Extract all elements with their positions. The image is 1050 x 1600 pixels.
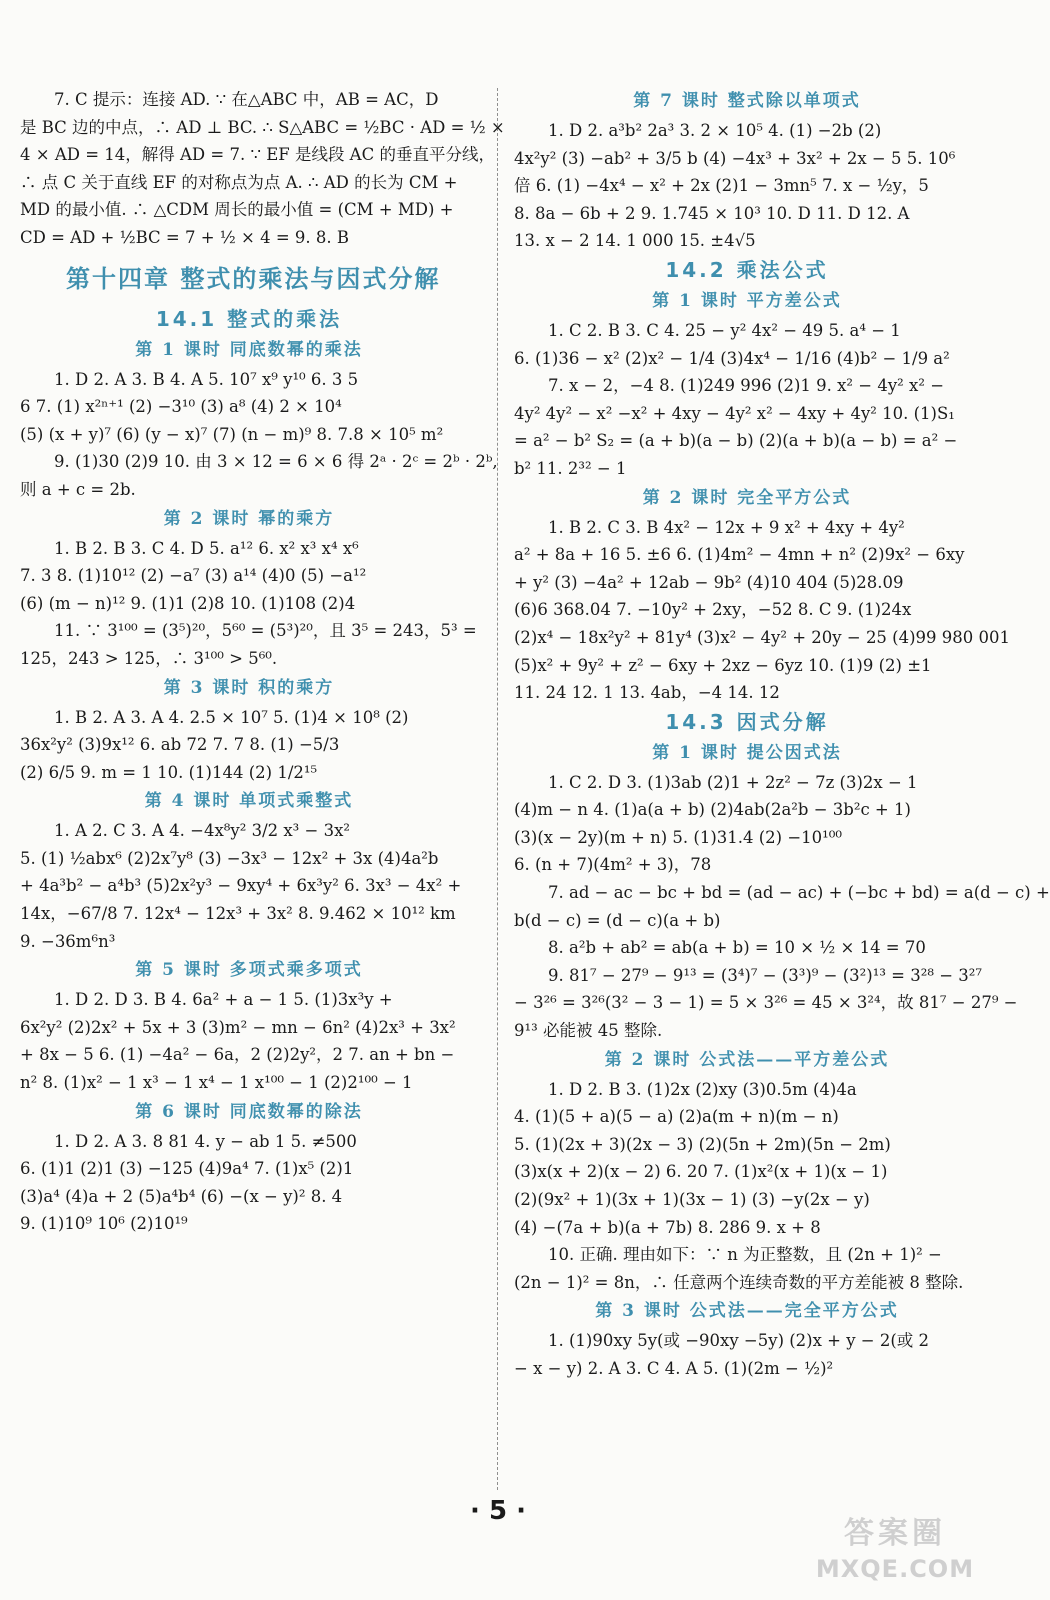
answer-line: 1. B 2. C 3. B 4x² − 12x + 9 x² + 4xy + 4y² [548, 517, 905, 537]
answer-line: 1. D 2. B 3. (1)2x (2)xy (3)0.5m (4)4a [548, 1079, 857, 1099]
lesson-title: 第 3 课时 公式法——完全平方公式 [595, 1301, 899, 1322]
answer-line: 4y² 4y² − x² −x² + 4xy − 4y² x² − 4xy + 4y² 10. (1)S₁ [514, 403, 955, 423]
answer-line: 11. ∵ 3¹⁰⁰ = (3⁵)²⁰，5⁶⁰ = (5³)²⁰，且 3⁵ = 243，5³ = [54, 621, 477, 641]
page-number: · 5 · [470, 1496, 526, 1526]
answer-line: 1. A 2. C 3. A 4. −4x⁸y² 3/2 x³ − 3x² [54, 821, 351, 841]
chapter-title: 第十四章 整式的乘法与因式分解 [66, 264, 441, 293]
answer-line: 8. a²b + ab² = ab(a + b) = 10 × ½ × 14 = 70 [548, 938, 926, 958]
watermark-title: 答案圈 [844, 1516, 946, 1551]
lesson-block [514, 738, 1050, 1045]
section-title-14-3: 14.3 因式分解 [665, 709, 829, 734]
intro-answers [20, 86, 505, 252]
watermark-url: MXQE.COM [815, 1555, 975, 1583]
answer-line: 7. 3 8. (1)10¹² (2) −a⁷ (3) a¹⁴ (4)0 (5) −a¹² [20, 566, 367, 586]
lesson-block [20, 955, 478, 1096]
answer-line: 8. 8a − 6b + 2 9. 1.745 × 10³ 10. D 11. D 12. A [514, 203, 910, 223]
answer-line: a² + 8a + 16 5. ±6 6. (1)4m² − 4mn + n² (2)9x² − 6xy [514, 545, 965, 565]
answer-line: 1. D 2. D 3. B 4. 6a² + a − 1 5. (1)3x³y + [54, 990, 393, 1010]
answer-line: 7. ad − ac − bc + bd = (ad − ac) + (−bc + bd) = a(d − c) + [548, 883, 1050, 903]
answer-line: (5) (x + y)⁷ (6) (y − x)⁷ (7) (n − m)⁹ 8. 7.8 × 10⁵ m² [20, 424, 444, 444]
answer-line: 4 × AD = 14，解得 AD = 7. ∵ EF 是线段 AC 的垂直平分线， [20, 145, 495, 165]
lesson-title: 第 1 课时 同底数幂的乘法 [135, 339, 363, 360]
answer-line: + 8x − 5 6. (1) −4a² − 6a，2 (2)2y²，2 7. an + bn − [20, 1045, 455, 1065]
section-title-14-1: 14.1 整式的乘法 [155, 306, 343, 331]
lesson-block [514, 1296, 980, 1382]
answer-line: 9. −36m⁶n³ [20, 931, 116, 951]
answer-line: 13. x − 2 14. 1 000 15. ±4√5 [514, 231, 756, 251]
answer-line: 36x²y² (3)9x¹² 6. ab 72 7. 7 8. (1) −5/3 [20, 735, 340, 755]
lesson-block [514, 86, 980, 255]
lesson-title: 第 1 课时 平方差公式 [652, 290, 842, 311]
section-title-14-2: 14.2 乘法公式 [665, 257, 829, 282]
answer-line: n² 8. (1)x² − 1 x³ − 1 x⁴ − 1 x¹⁰⁰ − 1 (2)2¹⁰⁰ − 1 [20, 1073, 413, 1093]
answer-line: 4x²y² (3) −ab² + 3/5 b (4) −4x³ + 3x² + 2x − 5 5. 10⁶ [514, 148, 956, 168]
lesson-block [514, 286, 980, 483]
answer-line: (3)(x − 2y)(m + n) 5. (1)31.4 (2) −10¹⁰⁰ [514, 827, 843, 847]
answer-line: 9. 81⁷ − 27⁹ − 9¹³ = (3⁴)⁷ − (3³)⁹ − (3²)¹³ = 3²⁸ − 3²⁷ [548, 965, 983, 985]
answer-line: (2)x⁴ − 18x²y² + 81y⁴ (3)x² − 4y² + 20y − 25 (4)99 980 001 [514, 627, 1011, 647]
answer-line: 则 a + c = 2b. [20, 479, 136, 499]
answer-line: (3)x(x + 2)(x − 2) 6. 20 7. (1)x²(x + 1)(x − 1) [514, 1162, 888, 1182]
answer-line: 4. (1)(5 + a)(5 − a) (2)a(m + n)(m − n) [514, 1107, 839, 1127]
answer-line: 6. (1)36 − x² (2)x² − 1/4 (3)4x⁴ − 1/16 (4)b² − 1/9 a² [514, 348, 950, 368]
lesson-block [514, 1045, 980, 1297]
answer-line: MD 的最小值. ∴ △CDM 周长的最小值 = (CM + MD) + [20, 200, 454, 220]
answer-line: ∴ 点 C 关于直线 EF 的对称点为点 A. ∴ AD 的长为 CM + [20, 172, 458, 192]
answer-line: b(d − c) = (d − c)(a + b) [514, 910, 721, 930]
answer-line: 125，243 > 125，∴ 3¹⁰⁰ > 5⁶⁰. [20, 648, 278, 668]
lesson-title: 第 5 课时 多项式乘多项式 [135, 960, 363, 981]
answer-line: (4) −(7a + b)(a + 7b) 8. 286 9. x + 8 [514, 1217, 821, 1237]
answer-line: (2) 6/5 9. m = 1 10. (1)144 (2) 1/2¹⁵ [20, 762, 318, 782]
lesson-block [20, 504, 478, 673]
answer-line: 10. 正确. 理由如下：∵ n 为正整数，且 (2n + 1)² − [548, 1245, 942, 1265]
column-divider [497, 88, 498, 1490]
answer-line: 是 BC 边的中点，∴ AD ⊥ BC. ∴ S△ABC = ½BC · AD = ½ × [20, 117, 505, 137]
answer-line: (6) (m − n)¹² 9. (1)1 (2)8 10. (1)108 (2)4 [20, 593, 356, 613]
answer-line: 1. (1)90xy 5y(或 −90xy −5y) (2)x + y − 2(或 2 [548, 1331, 930, 1351]
answer-line: 1. C 2. D 3. (1)3ab (2)1 + 2z² − 7z (3)2x − 1 [548, 772, 918, 792]
answer-line: (2)(9x² + 1)(3x + 1)(3x − 1) (3) −y(2x − y) [514, 1190, 870, 1209]
answer-line: = a² − b² S₂ = (a + b)(a − b) (2)(a + b)(a − b) = a² − [514, 431, 958, 451]
answer-line: − 3²⁶ = 3²⁶(3² − 3 − 1) = 5 × 3²⁶ = 45 × 3²⁴，故 81⁷ − 27⁹ − [514, 993, 1018, 1013]
lesson-block [20, 335, 498, 504]
watermark-logo [800, 1512, 990, 1592]
answer-line: 1. D 2. a³b² 2a³ 3. 2 × 10⁵ 4. (1) −2b (2) [548, 121, 882, 140]
answer-line: 7. C 提示：连接 AD. ∵ 在△ABC 中，AB = AC，D [54, 90, 439, 109]
answer-line: 倍 6. (1) −4x⁴ − x² + 2x (2)1 − 3mn⁵ 7. x − ½y，5 [514, 176, 929, 196]
answer-line: − x − y) 2. A 3. C 4. A 5. (1)(2m − ½)² [514, 1358, 834, 1378]
lesson-block [514, 483, 1011, 707]
lesson-block [20, 786, 478, 955]
lesson-block [20, 1097, 478, 1238]
answer-line: (6)6 368.04 7. −10y² + 2xy，−52 8. C 9. (1)24x [514, 600, 912, 620]
answer-line: 1. B 2. A 3. A 4. 2.5 × 10⁷ 5. (1)4 × 10⁸ (2) [54, 707, 409, 727]
answer-line: 14x，−67/8 7. 12x⁴ − 12x³ + 3x² 8. 9.462 × 10¹² km [20, 904, 456, 924]
left-column [20, 86, 505, 1238]
answer-line: (3)a⁴ (4)a + 2 (5)a⁴b⁴ (6) −(x − y)² 8. 4 [20, 1186, 343, 1206]
answer-line: (2n − 1)² = 8n，∴ 任意两个连续奇数的平方差能被 8 整除. [514, 1272, 964, 1292]
lesson-block [20, 673, 478, 787]
answer-line: 9. (1)30 (2)9 10. 由 3 × 12 = 6 × 6 得 2ᵃ · 2ᶜ = 2ᵇ · 2ᵇ, [54, 452, 498, 472]
lesson-title: 第 7 课时 整式除以单项式 [633, 91, 861, 111]
answer-line: 1. B 2. B 3. C 4. D 5. a¹² 6. x² x³ x⁴ x⁶ [54, 538, 359, 558]
answer-line: CD = AD + ½BC = 7 + ½ × 4 = 9. 8. B [20, 227, 350, 247]
answer-line: + y² (3) −4a² + 12ab − 9b² (4)10 404 (5)28.09 [514, 572, 904, 592]
answer-line: 6. (n + 7)(4m² + 3)，78 [514, 855, 712, 875]
answer-line: 11. 24 12. 1 13. 4ab，−4 14. 12 [514, 683, 780, 703]
answer-line: 1. C 2. B 3. C 4. 25 − y² 4x² − 49 5. a⁴ − 1 [548, 320, 901, 340]
lesson-title: 第 2 课时 公式法——平方差公式 [604, 1049, 890, 1070]
answer-line: 6 7. (1) x²ⁿ⁺¹ (2) −3¹⁰ (3) a⁸ (4) 2 × 10⁴ [20, 397, 342, 417]
answer-line: 5. (1)(2x + 3)(2x − 3) (2)(5n + 2m)(5n − 2m) [514, 1134, 891, 1154]
lesson-title: 第 2 课时 完全平方公式 [642, 487, 852, 508]
answer-line: 7. x − 2，−4 8. (1)249 996 (2)1 9. x² − 4y² x² − [548, 376, 945, 396]
answer-line: 9¹³ 必能被 45 整除. [514, 1021, 663, 1041]
answer-line: (5)x² + 9y² + z² − 6xy + 2xz − 6yz 10. (1)9 (2) ±1 [514, 655, 932, 675]
answer-line: 1. D 2. A 3. 8 81 4. y − ab 1 5. ≠500 [54, 1131, 357, 1151]
answer-line: 1. D 2. A 3. B 4. A 5. 10⁷ x⁹ y¹⁰ 6. 3 5 [54, 369, 359, 389]
answer-line: 6. (1)1 (2)1 (3) −125 (4)9a⁴ 7. (1)x⁵ (2)1 [20, 1159, 354, 1179]
answer-line: (4)m − n 4. (1)a(a + b) (2)4ab(2a²b − 3b²c + 1) [514, 800, 911, 820]
lesson-title: 第 2 课时 幂的乘方 [163, 508, 335, 529]
answer-line: b² 11. 2³² − 1 [514, 458, 627, 478]
right-column [514, 86, 1050, 1383]
lesson-title: 第 1 课时 提公因式法 [652, 742, 842, 763]
answer-line: 5. (1) ½abx⁶ (2)2x⁷y⁸ (3) −3x³ − 12x² + 3x (4)4a²b [20, 848, 439, 868]
answer-line: + 4a³b² − a⁴b³ (5)2x²y³ − 9xy⁴ + 6x³y² 6. 3x³ − 4x² + [20, 876, 462, 896]
answer-line: 9. (1)10⁹ 10⁶ (2)10¹⁹ [20, 1214, 188, 1234]
answer-line: 6x²y² (2)2x² + 5x + 3 (3)m² − mn − 6n² (4)2x³ + 3x² [20, 1017, 456, 1037]
lesson-title: 第 4 课时 单项式乘整式 [144, 791, 354, 812]
lesson-title: 第 6 课时 同底数幂的除法 [135, 1101, 363, 1122]
lesson-title: 第 3 课时 积的乘方 [163, 677, 335, 698]
